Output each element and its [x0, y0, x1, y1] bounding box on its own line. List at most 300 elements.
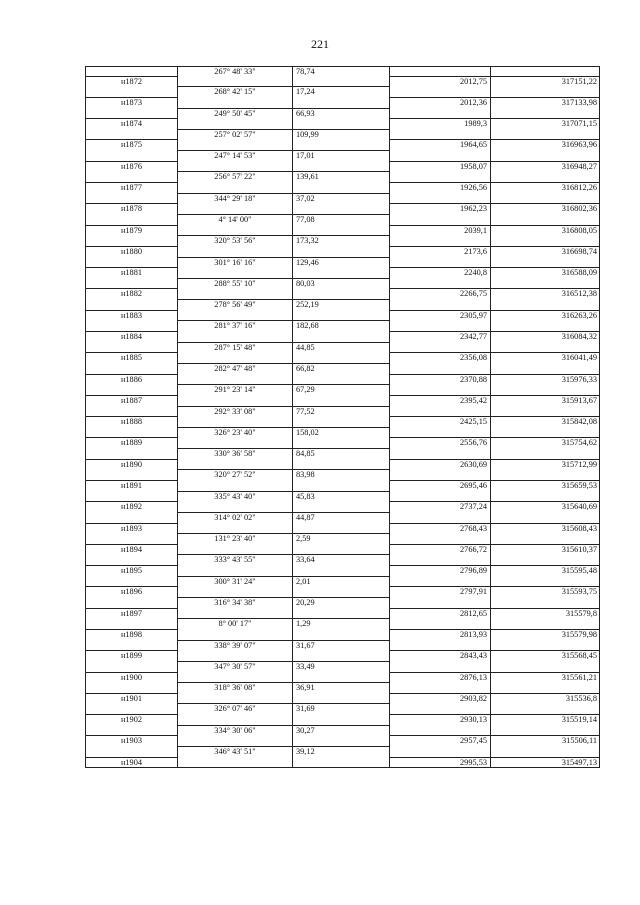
point-row: [85, 311, 600, 322]
point-name-cell: [85, 470, 177, 481]
segment-row: [85, 130, 600, 141]
distance-cell: [292, 715, 389, 726]
point-name-cell: н1896: [85, 587, 177, 598]
point-name-cell: [85, 577, 177, 588]
y-coordinate-cell: 315659,53: [490, 481, 600, 492]
point-row: [85, 247, 600, 258]
y-coordinate-cell: [490, 258, 600, 269]
distance-cell: [292, 268, 389, 279]
x-coordinate-cell: 2813,93: [389, 630, 490, 641]
point-name-cell: н1899: [85, 651, 177, 662]
segment-row: [85, 662, 600, 673]
y-coordinate-cell: 316812,26: [490, 183, 600, 194]
point-row: [85, 204, 600, 215]
direction-angle-cell: [177, 673, 292, 684]
direction-angle-cell: [177, 587, 292, 598]
x-coordinate-cell: 2695,46: [389, 481, 490, 492]
x-coordinate-cell: [389, 449, 490, 460]
y-coordinate-cell: 316588,09: [490, 268, 600, 279]
direction-angle-cell: 288° 55' 10": [177, 279, 292, 290]
direction-angle-cell: 318° 36' 08": [177, 683, 292, 694]
y-coordinate-cell: 315640,69: [490, 502, 600, 513]
segment-row: [85, 619, 600, 630]
point-name-cell: н1879: [85, 226, 177, 237]
direction-angle-cell: [177, 609, 292, 620]
segment-row: [85, 726, 600, 737]
y-coordinate-cell: [490, 449, 600, 460]
x-coordinate-cell: 2012,36: [389, 98, 490, 109]
point-name-cell: [85, 534, 177, 545]
point-name-cell: н1878: [85, 204, 177, 215]
direction-angle-cell: 287° 15' 48": [177, 343, 292, 354]
segment-row: [85, 641, 600, 652]
point-name-cell: [85, 66, 177, 77]
point-row: [85, 651, 600, 662]
direction-angle-cell: [177, 311, 292, 322]
x-coordinate-cell: [389, 321, 490, 332]
y-coordinate-cell: [490, 66, 600, 77]
point-name-cell: [85, 449, 177, 460]
x-coordinate-cell: [389, 300, 490, 311]
y-coordinate-cell: [490, 492, 600, 503]
direction-angle-cell: 301° 16' 16": [177, 258, 292, 269]
y-coordinate-cell: 315593,75: [490, 587, 600, 598]
point-name-cell: н1880: [85, 247, 177, 258]
y-coordinate-cell: [490, 704, 600, 715]
point-row: [85, 715, 600, 726]
direction-angle-cell: 320° 27' 52": [177, 470, 292, 481]
y-coordinate-cell: [490, 87, 600, 98]
point-name-cell: н1890: [85, 460, 177, 471]
y-coordinate-cell: [490, 641, 600, 652]
y-coordinate-cell: 316698,74: [490, 247, 600, 258]
point-row: [85, 375, 600, 386]
distance-cell: 36,91: [292, 683, 389, 694]
direction-angle-cell: 326° 07' 46": [177, 704, 292, 715]
direction-angle-cell: 344° 29' 18": [177, 194, 292, 205]
y-coordinate-cell: 315536,8: [490, 694, 600, 705]
distance-cell: 182,68: [292, 321, 389, 332]
y-coordinate-cell: 315754,62: [490, 438, 600, 449]
direction-angle-cell: 268° 42' 15": [177, 87, 292, 98]
point-name-cell: н1877: [85, 183, 177, 194]
x-coordinate-cell: 2630,69: [389, 460, 490, 471]
y-coordinate-cell: [490, 619, 600, 630]
direction-angle-cell: [177, 140, 292, 151]
point-name-cell: н1895: [85, 566, 177, 577]
segment-row: [85, 215, 600, 226]
distance-cell: 44,87: [292, 513, 389, 524]
point-name-cell: [85, 747, 177, 758]
point-row: [85, 162, 600, 173]
y-coordinate-cell: [490, 109, 600, 120]
point-name-cell: н1884: [85, 332, 177, 343]
y-coordinate-cell: 315595,48: [490, 566, 600, 577]
y-coordinate-cell: [490, 555, 600, 566]
point-name-cell: н1888: [85, 417, 177, 428]
x-coordinate-cell: 2737,24: [389, 502, 490, 513]
x-coordinate-cell: 1989,3: [389, 119, 490, 130]
distance-cell: 139,61: [292, 172, 389, 183]
y-coordinate-cell: 316512,38: [490, 289, 600, 300]
direction-angle-cell: 282° 47' 48": [177, 364, 292, 375]
y-coordinate-cell: [490, 577, 600, 588]
x-coordinate-cell: [389, 130, 490, 141]
point-name-cell: н1891: [85, 481, 177, 492]
distance-cell: 33,64: [292, 555, 389, 566]
point-name-cell: н1893: [85, 524, 177, 535]
direction-angle-cell: 316° 34' 38": [177, 598, 292, 609]
direction-angle-cell: [177, 375, 292, 386]
direction-angle-cell: [177, 396, 292, 407]
direction-angle-cell: 314° 02' 02": [177, 513, 292, 524]
direction-angle-cell: [177, 353, 292, 364]
x-coordinate-cell: [389, 662, 490, 673]
x-coordinate-cell: [389, 704, 490, 715]
x-coordinate-cell: 2843,43: [389, 651, 490, 662]
point-name-cell: [85, 300, 177, 311]
distance-cell: [292, 247, 389, 258]
y-coordinate-cell: 315608,43: [490, 524, 600, 535]
direction-angle-cell: [177, 119, 292, 130]
x-coordinate-cell: 2768,43: [389, 524, 490, 535]
y-coordinate-cell: [490, 534, 600, 545]
direction-angle-cell: 300° 31' 24": [177, 577, 292, 588]
y-coordinate-cell: 317151,22: [490, 77, 600, 88]
direction-angle-cell: [177, 481, 292, 492]
x-coordinate-cell: [389, 109, 490, 120]
direction-angle-cell: [177, 524, 292, 535]
distance-cell: 2,59: [292, 534, 389, 545]
y-coordinate-cell: 315976,33: [490, 375, 600, 386]
direction-angle-cell: 292° 33' 08": [177, 407, 292, 418]
y-coordinate-cell: 315568,45: [490, 651, 600, 662]
point-name-cell: [85, 704, 177, 715]
point-name-cell: н1897: [85, 609, 177, 620]
distance-cell: [292, 119, 389, 130]
distance-cell: 78,74: [292, 66, 389, 77]
y-coordinate-cell: 315610,37: [490, 545, 600, 556]
point-name-cell: [85, 343, 177, 354]
point-row: [85, 566, 600, 577]
direction-angle-cell: [177, 204, 292, 215]
direction-angle-cell: 4° 14' 00": [177, 215, 292, 226]
x-coordinate-cell: [389, 428, 490, 439]
x-coordinate-cell: [389, 258, 490, 269]
distance-cell: [292, 332, 389, 343]
distance-cell: [292, 566, 389, 577]
y-coordinate-cell: [490, 151, 600, 162]
point-name-cell: [85, 236, 177, 247]
point-name-cell: н1882: [85, 289, 177, 300]
distance-cell: [292, 438, 389, 449]
distance-cell: 173,32: [292, 236, 389, 247]
point-name-cell: н1873: [85, 98, 177, 109]
direction-angle-cell: 326° 23' 40": [177, 428, 292, 439]
y-coordinate-cell: 315497,13: [490, 758, 600, 769]
direction-angle-cell: 8° 00' 17": [177, 619, 292, 630]
direction-angle-cell: [177, 98, 292, 109]
x-coordinate-cell: 2039,1: [389, 226, 490, 237]
distance-cell: 1,29: [292, 619, 389, 630]
x-coordinate-cell: [389, 534, 490, 545]
distance-cell: [292, 694, 389, 705]
point-name-cell: [85, 87, 177, 98]
direction-angle-cell: 347° 30' 57": [177, 662, 292, 673]
point-name-cell: н1904: [85, 758, 177, 769]
point-name-cell: н1903: [85, 736, 177, 747]
distance-cell: [292, 183, 389, 194]
point-name-cell: [85, 130, 177, 141]
distance-cell: [292, 758, 389, 769]
y-coordinate-cell: [490, 130, 600, 141]
distance-cell: [292, 311, 389, 322]
point-name-cell: [85, 194, 177, 205]
distance-cell: 80,03: [292, 279, 389, 290]
distance-cell: [292, 736, 389, 747]
y-coordinate-cell: [490, 343, 600, 354]
point-row: [85, 673, 600, 684]
direction-angle-cell: [177, 268, 292, 279]
point-name-cell: [85, 641, 177, 652]
x-coordinate-cell: 2797,91: [389, 587, 490, 598]
distance-cell: 45,83: [292, 492, 389, 503]
point-name-cell: [85, 662, 177, 673]
segment-row: [85, 598, 600, 609]
y-coordinate-cell: 315579,98: [490, 630, 600, 641]
point-name-cell: н1883: [85, 311, 177, 322]
x-coordinate-cell: [389, 470, 490, 481]
x-coordinate-cell: 1962,23: [389, 204, 490, 215]
x-coordinate-cell: [389, 641, 490, 652]
segment-row: [85, 300, 600, 311]
x-coordinate-cell: [389, 172, 490, 183]
point-name-cell: н1887: [85, 396, 177, 407]
distance-cell: [292, 98, 389, 109]
direction-angle-cell: [177, 183, 292, 194]
segment-row: [85, 555, 600, 566]
y-coordinate-cell: [490, 428, 600, 439]
point-row: [85, 502, 600, 513]
point-name-cell: [85, 172, 177, 183]
point-name-cell: [85, 619, 177, 630]
segment-row: [85, 66, 600, 77]
point-name-cell: [85, 598, 177, 609]
direction-angle-cell: [177, 332, 292, 343]
distance-cell: [292, 609, 389, 620]
y-coordinate-cell: [490, 683, 600, 694]
x-coordinate-cell: [389, 215, 490, 226]
y-coordinate-cell: 316802,36: [490, 204, 600, 215]
segment-row: [85, 172, 600, 183]
x-coordinate-cell: [389, 194, 490, 205]
distance-cell: 66,93: [292, 109, 389, 120]
point-name-cell: н1876: [85, 162, 177, 173]
x-coordinate-cell: 2930,13: [389, 715, 490, 726]
x-coordinate-cell: [389, 555, 490, 566]
x-coordinate-cell: 1926,56: [389, 183, 490, 194]
distance-cell: 2,01: [292, 577, 389, 588]
point-name-cell: [85, 385, 177, 396]
segment-row: [85, 321, 600, 332]
y-coordinate-cell: [490, 215, 600, 226]
point-row: [85, 183, 600, 194]
point-name-cell: н1875: [85, 140, 177, 151]
point-name-cell: [85, 215, 177, 226]
point-name-cell: [85, 513, 177, 524]
point-name-cell: [85, 151, 177, 162]
direction-angle-cell: [177, 417, 292, 428]
direction-angle-cell: [177, 247, 292, 258]
x-coordinate-cell: 2342,77: [389, 332, 490, 343]
y-coordinate-cell: 316948,27: [490, 162, 600, 173]
point-row: [85, 694, 600, 705]
segment-row: [85, 385, 600, 396]
y-coordinate-cell: [490, 747, 600, 758]
distance-cell: 129,46: [292, 258, 389, 269]
x-coordinate-cell: 1964,65: [389, 140, 490, 151]
direction-angle-cell: 256° 57' 22": [177, 172, 292, 183]
point-row: [85, 353, 600, 364]
distance-cell: 109,99: [292, 130, 389, 141]
distance-cell: 30,27: [292, 726, 389, 737]
point-name-cell: [85, 407, 177, 418]
point-row: [85, 140, 600, 151]
y-coordinate-cell: [490, 194, 600, 205]
direction-angle-cell: 131° 23' 40": [177, 534, 292, 545]
point-name-cell: н1892: [85, 502, 177, 513]
y-coordinate-cell: 316041,49: [490, 353, 600, 364]
y-coordinate-cell: 317133,98: [490, 98, 600, 109]
point-row: [85, 332, 600, 343]
direction-angle-cell: [177, 438, 292, 449]
point-name-cell: [85, 258, 177, 269]
segment-row: [85, 194, 600, 205]
distance-cell: 67,29: [292, 385, 389, 396]
x-coordinate-cell: [389, 492, 490, 503]
y-coordinate-cell: [490, 321, 600, 332]
direction-angle-cell: 278° 56' 49": [177, 300, 292, 311]
point-row: [85, 226, 600, 237]
y-coordinate-cell: 315913,67: [490, 396, 600, 407]
segment-row: [85, 364, 600, 375]
distance-cell: 31,69: [292, 704, 389, 715]
x-coordinate-cell: [389, 364, 490, 375]
y-coordinate-cell: [490, 513, 600, 524]
direction-angle-cell: 346° 43' 51": [177, 747, 292, 758]
point-row: [85, 758, 600, 769]
segment-row: [85, 577, 600, 588]
x-coordinate-cell: 2012,75: [389, 77, 490, 88]
distance-cell: 17,24: [292, 87, 389, 98]
segment-row: [85, 449, 600, 460]
segment-row: [85, 258, 600, 269]
x-coordinate-cell: 2240,8: [389, 268, 490, 279]
distance-cell: [292, 587, 389, 598]
direction-angle-cell: [177, 694, 292, 705]
y-coordinate-cell: [490, 236, 600, 247]
segment-row: [85, 513, 600, 524]
y-coordinate-cell: 315519,14: [490, 715, 600, 726]
direction-angle-cell: [177, 226, 292, 237]
distance-cell: 84,85: [292, 449, 389, 460]
distance-cell: [292, 375, 389, 386]
point-name-cell: [85, 726, 177, 737]
distance-cell: [292, 651, 389, 662]
direction-angle-cell: [177, 715, 292, 726]
y-coordinate-cell: 315712,99: [490, 460, 600, 471]
distance-cell: 39,12: [292, 747, 389, 758]
distance-cell: [292, 204, 389, 215]
direction-angle-cell: [177, 289, 292, 300]
y-coordinate-cell: [490, 385, 600, 396]
page-number: 221: [311, 37, 329, 51]
distance-cell: 83,98: [292, 470, 389, 481]
x-coordinate-cell: [389, 236, 490, 247]
x-coordinate-cell: 2305,97: [389, 311, 490, 322]
y-coordinate-cell: 316963,96: [490, 140, 600, 151]
direction-angle-cell: [177, 566, 292, 577]
y-coordinate-cell: 316084,32: [490, 332, 600, 343]
direction-angle-cell: 257° 02' 57": [177, 130, 292, 141]
distance-cell: 33,49: [292, 662, 389, 673]
direction-angle-cell: 247° 14' 53": [177, 151, 292, 162]
y-coordinate-cell: [490, 172, 600, 183]
segment-row: [85, 534, 600, 545]
x-coordinate-cell: [389, 66, 490, 77]
point-name-cell: [85, 364, 177, 375]
point-row: [85, 396, 600, 407]
point-name-cell: [85, 279, 177, 290]
x-coordinate-cell: 2173,6: [389, 247, 490, 258]
distance-cell: 20,29: [292, 598, 389, 609]
point-name-cell: н1889: [85, 438, 177, 449]
direction-angle-cell: 334° 30' 06": [177, 726, 292, 737]
point-row: [85, 545, 600, 556]
x-coordinate-cell: [389, 343, 490, 354]
y-coordinate-cell: [490, 662, 600, 673]
x-coordinate-cell: [389, 726, 490, 737]
distance-cell: [292, 353, 389, 364]
x-coordinate-cell: [389, 619, 490, 630]
direction-angle-cell: 335° 43' 40": [177, 492, 292, 503]
direction-angle-cell: [177, 77, 292, 88]
point-row: [85, 587, 600, 598]
direction-angle-cell: [177, 162, 292, 173]
point-row: [85, 77, 600, 88]
point-row: [85, 268, 600, 279]
x-coordinate-cell: 2370,88: [389, 375, 490, 386]
distance-cell: [292, 77, 389, 88]
x-coordinate-cell: [389, 598, 490, 609]
point-row: [85, 119, 600, 130]
distance-cell: [292, 417, 389, 428]
y-coordinate-cell: [490, 364, 600, 375]
x-coordinate-cell: 2957,45: [389, 736, 490, 747]
direction-angle-cell: [177, 630, 292, 641]
point-row: [85, 630, 600, 641]
point-name-cell: н1902: [85, 715, 177, 726]
point-row: [85, 289, 600, 300]
distance-cell: 77,08: [292, 215, 389, 226]
x-coordinate-cell: [389, 279, 490, 290]
distance-cell: 66,82: [292, 364, 389, 375]
y-coordinate-cell: [490, 598, 600, 609]
y-coordinate-cell: [490, 726, 600, 737]
direction-angle-cell: [177, 736, 292, 747]
coordinates-table: [85, 66, 600, 768]
y-coordinate-cell: 315506,11: [490, 736, 600, 747]
